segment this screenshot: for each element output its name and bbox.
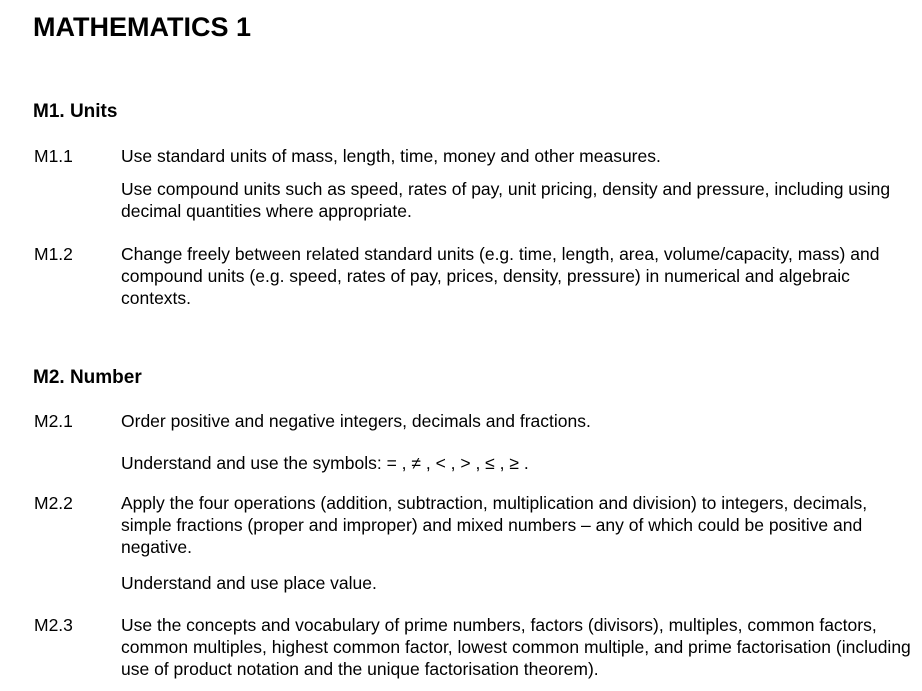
item-m1-2-paragraph-1: Change freely between related standard units (e.g. time, length, area, volume/capacity, mass) and compound units (e.g. speed, rates of pay, prices, density, pressure) in numerical and algebraic contexts.: [121, 244, 880, 308]
item-m2-1-paragraph-1: Order positive and negative integers, decimals and fractions.: [121, 411, 591, 431]
item-m2-2-paragraph-1: Apply the four operations (addition, subtraction, multiplication and division) to integers, decimals, simple fractions (proper and improper) and mixed numbers – any of which could be positive and negative.: [121, 493, 868, 557]
section-heading-units: M1. Units: [33, 101, 118, 122]
item-m1-1-paragraph-1: Use standard units of mass, length, time, money and other measures.: [121, 146, 661, 166]
item-m2-2-paragraph-2: Understand and use place value.: [121, 573, 377, 593]
item-m2-1-paragraph-2: Understand and use the symbols: = , ≠ , < , > , ≤ , ≥ .: [121, 453, 529, 473]
item-code-m2-1: M2.1: [34, 411, 73, 431]
page-title: MATHEMATICS 1: [33, 12, 251, 42]
item-m1-1-paragraph-2: Use compound units such as speed, rates of pay, unit pricing, density and pressure, including using decimal quantities where appropriate.: [121, 179, 891, 221]
item-code-m1-1: M1.1: [34, 146, 73, 166]
item-code-m2-2: M2.2: [34, 493, 73, 513]
item-code-m1-2: M1.2: [34, 244, 73, 264]
item-code-m2-3: M2.3: [34, 615, 73, 635]
section-heading-number: M2. Number: [33, 367, 142, 388]
item-m2-3-paragraph-1: Use the concepts and vocabulary of prime numbers, factors (divisors), multiples, common factors, common multiples, highest common factor, lowest common multiple, and prime factorisation (including use of product notation and the unique factorisation theorem).: [121, 615, 911, 679]
